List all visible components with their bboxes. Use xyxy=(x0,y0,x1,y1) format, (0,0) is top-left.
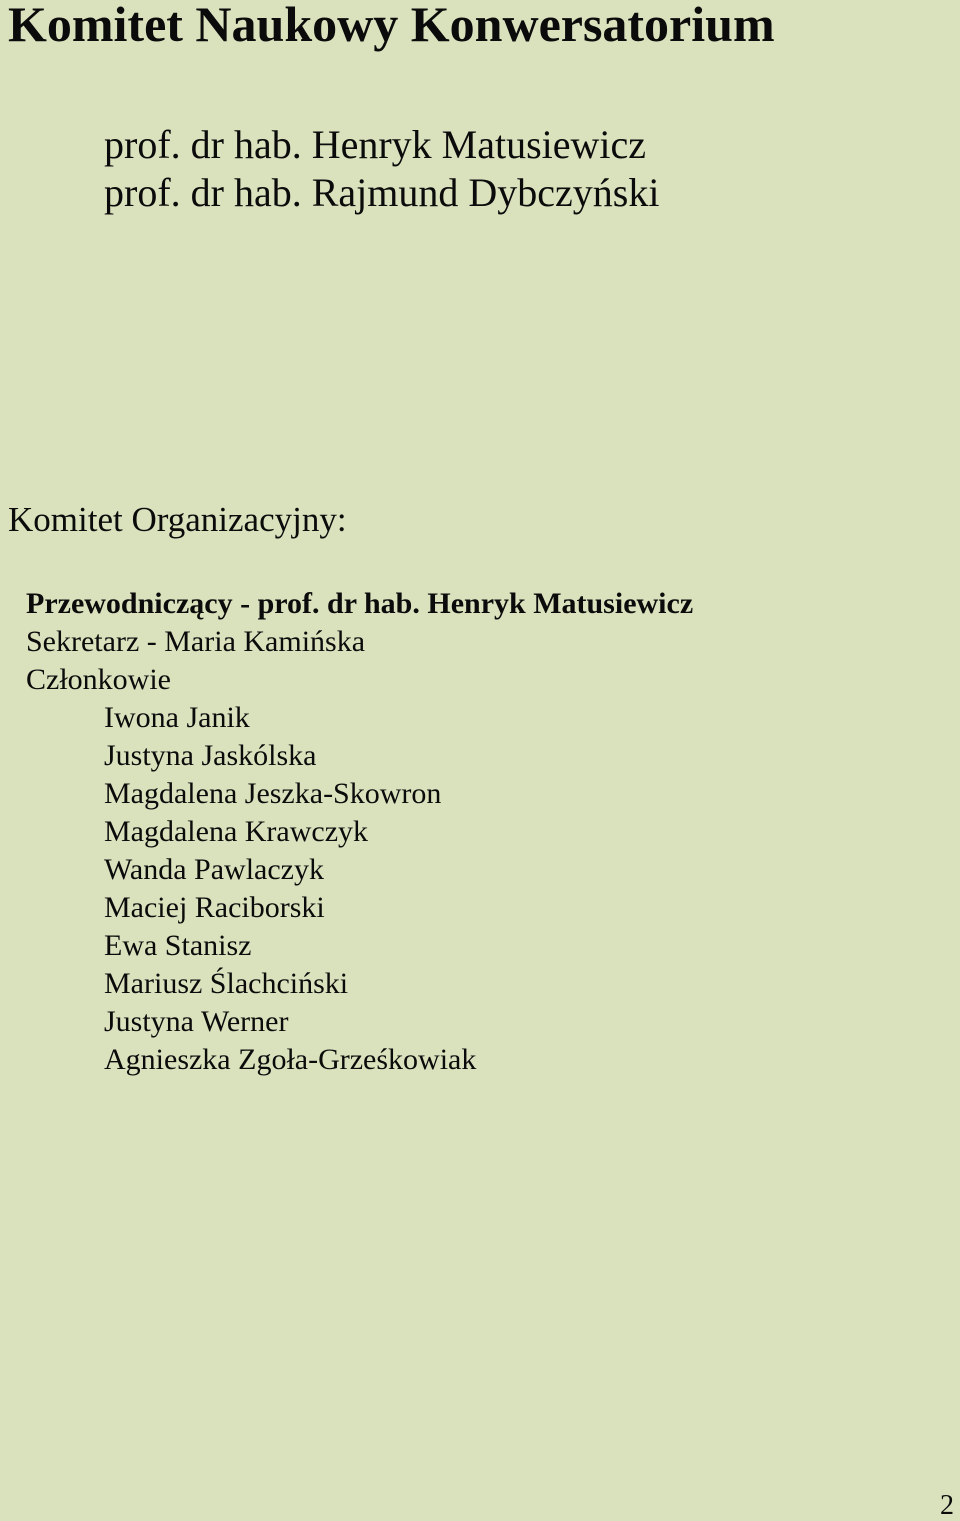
chair-line: Przewodniczący - prof. dr hab. Henryk Matusiewicz xyxy=(26,587,694,620)
organizing-committee xyxy=(26,585,693,1079)
member-item: Justyna Werner xyxy=(104,1005,289,1038)
member-item: Agnieszka Zgoła-Grześkowiak xyxy=(104,1043,477,1076)
page-title: Komitet Naukowy Konwersatorium xyxy=(8,0,775,52)
organizing-committee-heading: Komitet Organizacyjny: xyxy=(8,500,347,539)
member-item: Magdalena Jeszka-Skowron xyxy=(104,777,442,810)
page-number: 2 xyxy=(940,1490,954,1521)
members-list xyxy=(26,699,693,1079)
member-item: Ewa Stanisz xyxy=(104,929,252,962)
scientific-member: prof. dr hab. Henryk Matusiewicz xyxy=(104,122,647,167)
member-item: Justyna Jaskólska xyxy=(104,739,317,772)
member-item: Maciej Raciborski xyxy=(104,891,325,924)
member-item: Magdalena Krawczyk xyxy=(104,815,369,848)
members-label: Członkowie xyxy=(26,663,171,696)
scientific-committee-list xyxy=(104,121,659,217)
member-item: Wanda Pawlaczyk xyxy=(104,853,324,886)
secretary-line: Sekretarz - Maria Kamińska xyxy=(26,625,366,658)
member-item: Iwona Janik xyxy=(104,701,250,734)
member-item: Mariusz Ślachciński xyxy=(104,967,349,1000)
scientific-member: prof. dr hab. Rajmund Dybczyński xyxy=(104,170,660,215)
